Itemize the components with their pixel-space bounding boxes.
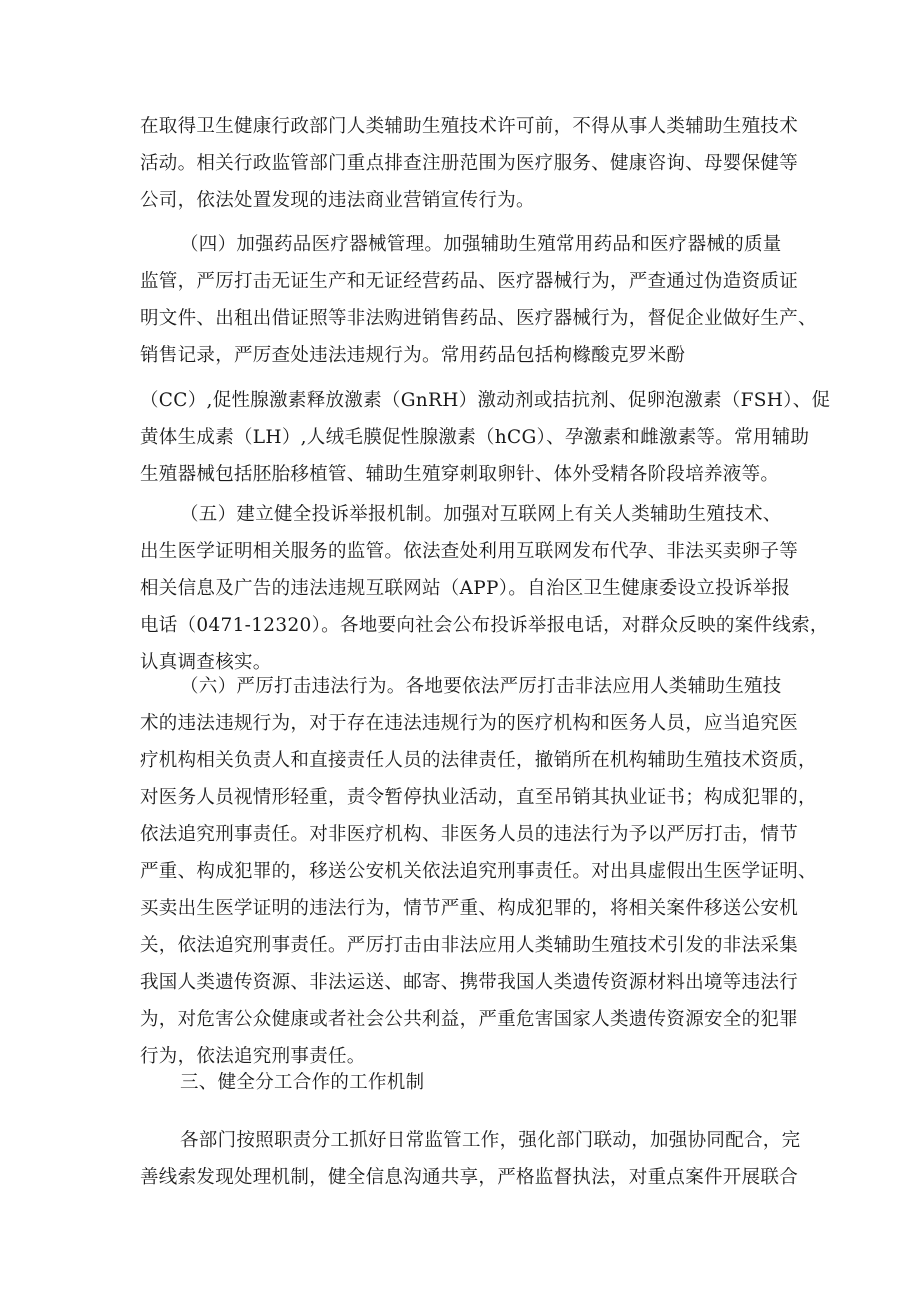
text-line: 关，依法追究刑事责任。严厉打击由非法应用人类辅助生殖技术引发的非法采集 bbox=[140, 935, 799, 956]
text-line: 电话（0471-12320）。各地要向社会公布投诉举报电话，对群众反映的案件线索， bbox=[140, 615, 829, 636]
text-line: 黄体生成素（LH）,人绒毛膜促性腺激素（hCG）、孕激素和雌激素等。常用辅助 bbox=[140, 427, 810, 448]
text-line: 出生医学证明相关服务的监管。依法查处利用互联网发布代孕、非法买卖卵子等 bbox=[140, 541, 799, 562]
text-line: 在取得卫生健康行政部门人类辅助生殖技术许可前，不得从事人类辅助生殖技术 bbox=[140, 116, 799, 137]
paragraph-section-3-body bbox=[140, 1122, 801, 1196]
text-line: 术的违法违规行为，对于存在违法违规行为的医疗机构和医务人员，应当追究医 bbox=[140, 713, 799, 734]
text-line: 为，对危害公众健康或者社会公共利益，严重危害国家人类遗传资源安全的犯罪 bbox=[140, 1009, 799, 1030]
text-line: 生殖器械包括胚胎移植管、辅助生殖穿刺取卵针、体外受精各阶段培养液等。 bbox=[140, 464, 780, 485]
text-line: 严重、构成犯罪的，移送公安机关依法追究刑事责任。对出具虚假出生医学证明、 bbox=[140, 861, 817, 882]
text-line: （四）加强药品医疗器械管理。加强辅助生殖常用药品和医疗器械的质量 bbox=[180, 234, 782, 255]
paragraph-section-4 bbox=[140, 226, 831, 493]
text-line: （六）严厉打击违法行为。各地要依法严厉打击非法应用人类辅助生殖技 bbox=[180, 676, 782, 697]
text-line: 买卖出生医学证明的违法行为，情节严重、构成犯罪的，将相关案件移送公安机 bbox=[140, 898, 799, 919]
text-line: 疗机构相关负责人和直接责任人员的法律责任，撤销所在机构辅助生殖技术资质， bbox=[140, 750, 817, 771]
text-line: 销售记录，严厉查处违法违规行为。常用药品包括枸橼酸克罗米酚 bbox=[140, 345, 686, 366]
text-line: 各部门按照职责分工抓好日常监管工作，强化部门联动，加强协同配合，完 bbox=[180, 1130, 801, 1151]
text-line: 我国人类遗传资源、非法运送、邮寄、携带我国人类遗传资源材料出境等违法行 bbox=[140, 972, 799, 993]
text-line: （CC）,促性腺激素释放激素（GnRH）激动剂或拮抗剂、促卵泡激素（FSH）、促 bbox=[140, 390, 831, 411]
text-line: 公司，依法处置发现的违法商业营销宣传行为。 bbox=[140, 190, 535, 211]
text-line: （五）建立健全投诉举报机制。加强对互联网上有关人类辅助生殖技术、 bbox=[180, 504, 782, 525]
text-line: 行为，依法追究刑事责任。 bbox=[140, 1046, 366, 1067]
paragraph-continuation bbox=[140, 108, 799, 219]
text-line: 相关信息及广告的违法违规互联网站（APP）。自治区卫生健康委设立投诉举报 bbox=[140, 578, 791, 599]
text-line: 认真调查核实。 bbox=[140, 652, 272, 673]
section-heading: 三、健全分工合作的工作机制 bbox=[180, 1072, 425, 1093]
paragraph-section-6 bbox=[140, 668, 817, 1075]
paragraph-section-5 bbox=[140, 496, 829, 681]
text-line: 对医务人员视情形轻重，责令暂停执业活动，直至吊销其执业证书；构成犯罪的， bbox=[140, 787, 817, 808]
text-line: 明文件、出租出借证照等非法购进销售药品、医疗器械行为，督促企业做好生产、 bbox=[140, 308, 817, 329]
text-line: 善线索发现处理机制，健全信息沟通共享，严格监督执法，对重点案件开展联合 bbox=[140, 1167, 799, 1188]
text-line: 依法追究刑事责任。对非医疗机构、非医务人员的违法行为予以严厉打击，情节 bbox=[140, 824, 799, 845]
text-line: 监管，严厉打击无证生产和无证经营药品、医疗器械行为，严查通过伪造资质证 bbox=[140, 271, 799, 292]
text-line: 活动。相关行政监管部门重点排查注册范围为医疗服务、健康咨询、母婴保健等 bbox=[140, 153, 799, 174]
